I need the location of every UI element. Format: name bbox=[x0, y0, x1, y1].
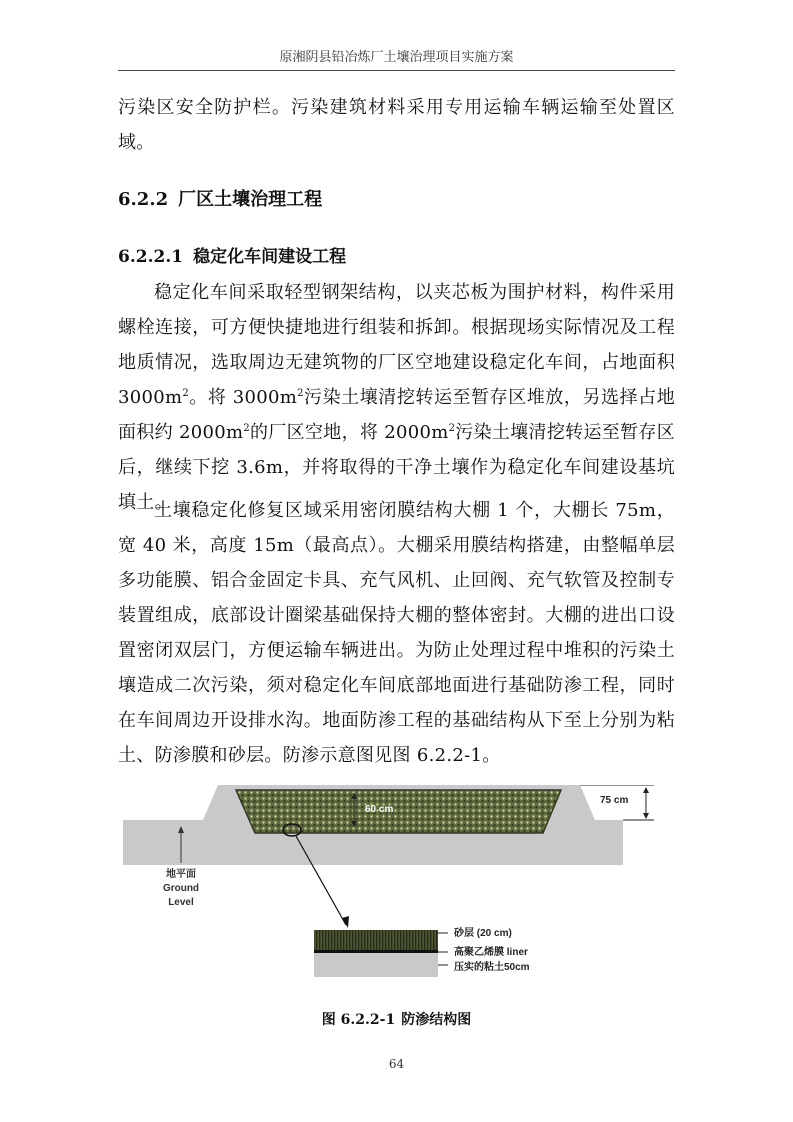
paragraph-greenhouse: 土壤稳定化修复区域采用密闭膜结构大棚 1 个，大棚长 75m，宽 40 米，高度 15m（最高点）。大棚采用膜结构搭建，由整幅单层多功能膜、铝合金固定卡具、充气风机、止回阀、充气软管及控制专装置组成，底部设计圈梁基础保持大棚的整体密封。大棚的进出口设置密闭双层门，方便运输车辆进出。为防止处理过程中堆积的污染土壤造成二次污染，须对稳定化车间底部地面进行基础防渗工程，同时在车间周边开设排水沟。地面防渗工程的基础结构从下至上分别为粘土、防渗膜和砂层。防渗示意图见图 6.2.2-1。 bbox=[118, 500, 675, 766]
p1-part-d: 的厂区空地，将 2000m bbox=[250, 422, 449, 443]
header-divider bbox=[118, 70, 675, 71]
ground-label-cn: 地平面 bbox=[166, 869, 196, 880]
height-arrow-top bbox=[643, 787, 649, 793]
figure-number: 图 6.2.2-1 bbox=[321, 1012, 396, 1028]
depth-label: 60 cm bbox=[365, 804, 394, 815]
p1-part-b: 。将 3000m bbox=[189, 387, 298, 408]
subsection-title: 稳定化车间建设工程 bbox=[193, 247, 347, 267]
ground-label-en-2: Level bbox=[168, 897, 194, 908]
p1-sup-1: 2 bbox=[182, 388, 190, 399]
sand-layer-label: 砂层 (20 cm) bbox=[454, 928, 512, 939]
section-heading bbox=[118, 185, 322, 211]
figure-title: 防渗结构图 bbox=[401, 1012, 472, 1028]
page-number: 64 bbox=[388, 1057, 405, 1071]
height-label: 75 cm bbox=[600, 795, 629, 806]
section-number: 6.2.2 bbox=[118, 189, 169, 210]
intro-paragraph: 污染区安全防护栏。污染建筑材料采用专用运输车辆运输至处置区域。 bbox=[118, 97, 675, 153]
section-title: 厂区土壤治理工程 bbox=[178, 189, 323, 210]
p1-sup-3: 2 bbox=[243, 423, 251, 434]
p1-sup-2: 2 bbox=[297, 388, 304, 399]
compacted-clay-layer bbox=[314, 953, 438, 977]
p1-part-e: 污染土壤清挖转运至暂存区后，继续下挖 3.6m，并将取得的干净土壤作为稳定化车间建设基坑填土。 bbox=[118, 422, 675, 513]
figure-caption bbox=[0, 1009, 793, 1029]
height-arrow-bottom bbox=[643, 813, 649, 819]
hdpe-liner-layer bbox=[314, 950, 438, 953]
p1-part-c: 污染土壤清挖转运至暂存区堆放，另选择占地面积约 2000m bbox=[118, 387, 676, 443]
sand-layer bbox=[314, 930, 438, 950]
clay-layer-label: 压实的粘土50cm bbox=[454, 962, 530, 973]
ground-label-en-1: Ground bbox=[162, 883, 200, 894]
page-header: 原湘阴县铅冶炼厂土壤治理项目实施方案 bbox=[279, 50, 514, 65]
seepage-structure-diagram bbox=[118, 785, 678, 985]
liner-layer-label: 高聚乙烯膜 liner bbox=[454, 947, 528, 958]
p1-part-a: 稳定化车间采取轻型钢架结构，以夹芯板为围护材料，构件采用螺栓连接，可方便快捷地进行组装和拆卸。根据现场实际情况及工程地质情况，选取周边无建筑物的厂区空地建设稳定化车间，占地面积3000m bbox=[118, 282, 675, 408]
detail-callout-arrowhead bbox=[342, 916, 349, 928]
p1-sup-4: 2 bbox=[448, 423, 456, 434]
subsection-number: 6.2.2.1 bbox=[118, 247, 184, 267]
subsection-heading bbox=[118, 242, 346, 267]
paragraph-workshop bbox=[118, 275, 675, 520]
